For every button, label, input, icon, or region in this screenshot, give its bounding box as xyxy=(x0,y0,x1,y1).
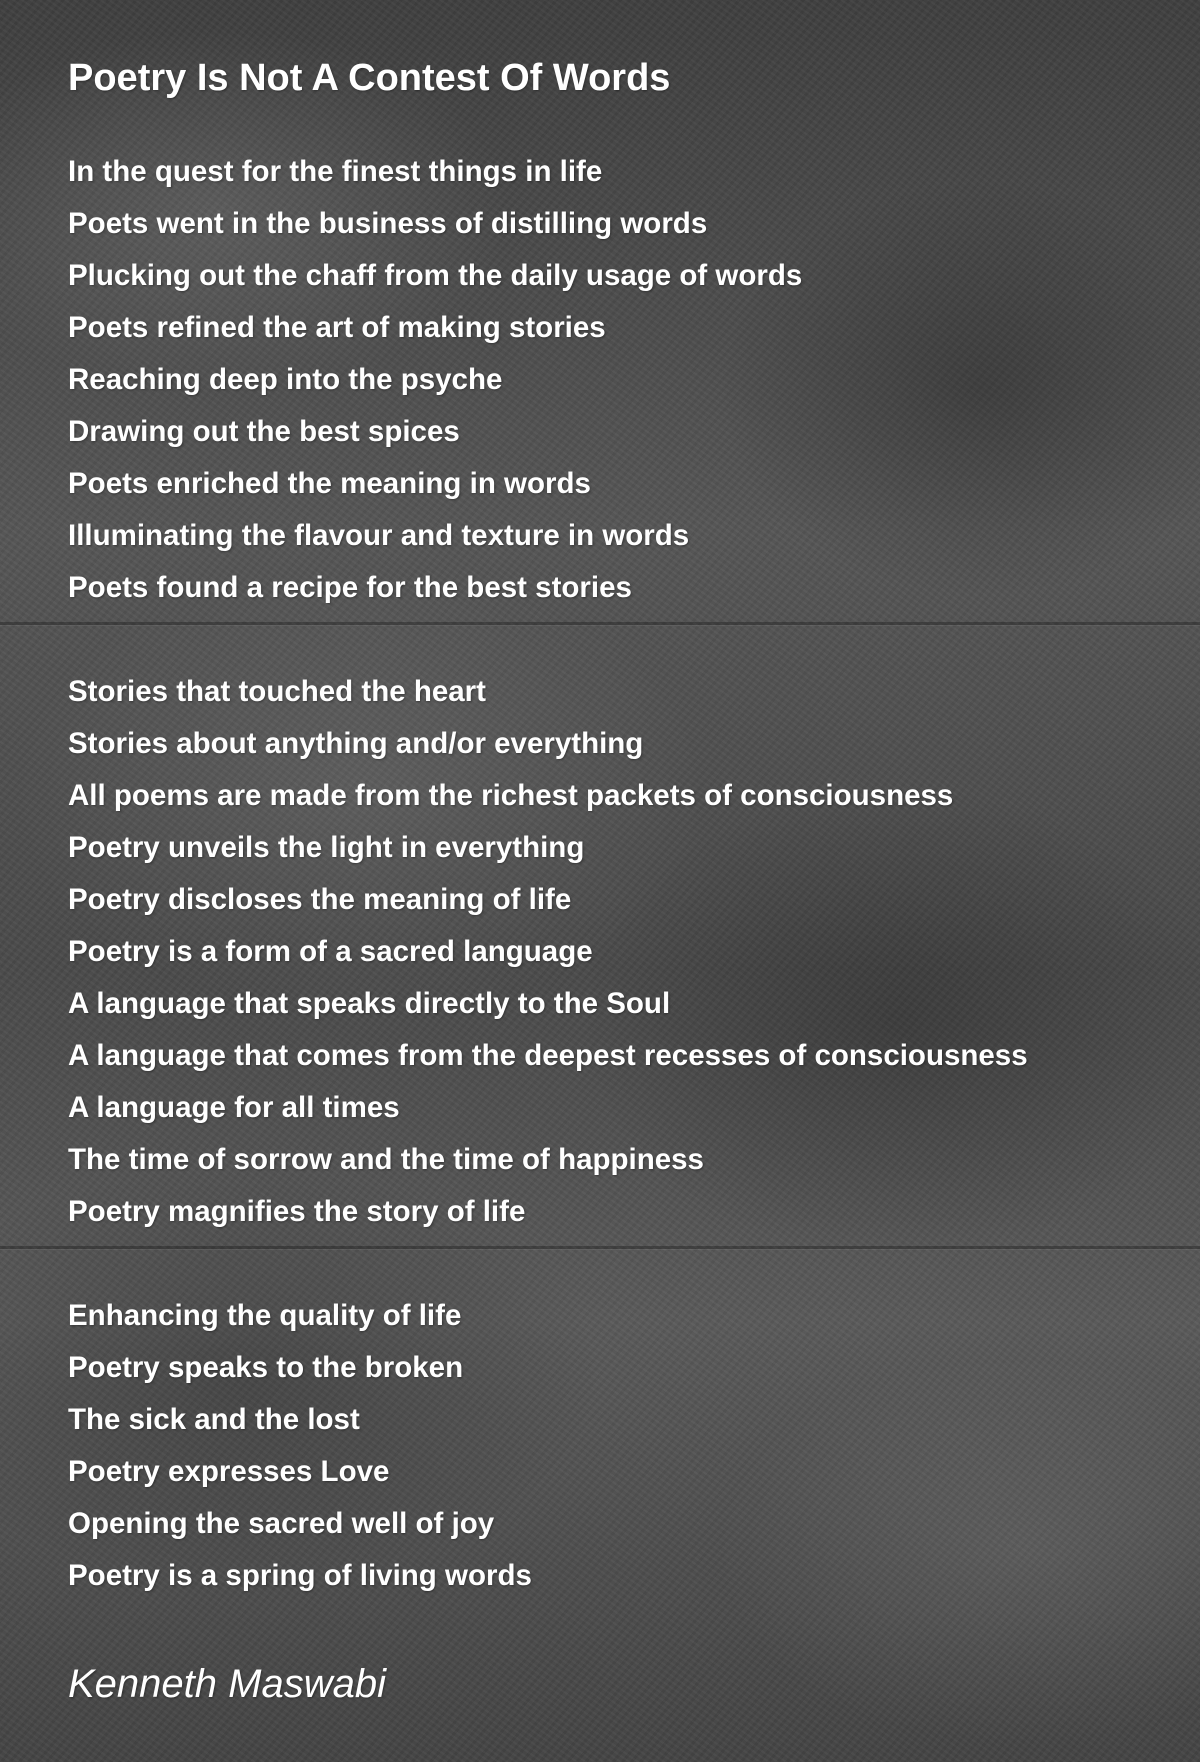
poem-line: Opening the sacred well of joy xyxy=(68,1507,495,1540)
poem-line: Poets refined the art of making stories xyxy=(68,311,606,344)
poem-line: All poems are made from the richest packets of consciousness xyxy=(68,779,954,812)
poem-line: Reaching deep into the psyche xyxy=(68,363,503,396)
poem-line: Poetry expresses Love xyxy=(68,1455,390,1488)
poem-line: Poetry is a spring of living words xyxy=(68,1559,532,1592)
poem-line: A language that speaks directly to the Soul xyxy=(68,987,671,1020)
poem-line: The time of sorrow and the time of happiness xyxy=(68,1143,704,1176)
poem-line: Stories that touched the heart xyxy=(68,675,486,708)
poem-line: Illuminating the flavour and texture in words xyxy=(68,519,690,552)
poem-line: Poets enriched the meaning in words xyxy=(68,467,591,500)
poem-line: Poets found a recipe for the best stories xyxy=(68,571,632,604)
poem-line: Poetry magnifies the story of life xyxy=(68,1195,526,1228)
poem-line: The sick and the lost xyxy=(68,1403,360,1436)
poem-line: Enhancing the quality of life xyxy=(68,1299,462,1332)
stanza-2 xyxy=(68,666,1168,1238)
poem-line: In the quest for the finest things in life xyxy=(68,155,603,188)
poem-line: Poetry speaks to the broken xyxy=(68,1351,464,1384)
poem-line: Poets went in the business of distilling words xyxy=(68,207,708,240)
poem-line: Plucking out the chaff from the daily usage of words xyxy=(68,259,803,292)
stanza-1 xyxy=(68,146,1168,614)
poem-line: Poetry is a form of a sacred language xyxy=(68,935,593,968)
poem-title: Poetry Is Not A Contest Of Words xyxy=(68,57,671,99)
poem-line: Poetry discloses the meaning of life xyxy=(68,883,572,916)
poem-author: Kenneth Maswabi xyxy=(68,1662,386,1706)
poem-line: Stories about anything and/or everything xyxy=(68,727,644,760)
poem-line: A language for all times xyxy=(68,1091,400,1124)
poem-line: Drawing out the best spices xyxy=(68,415,460,448)
poem-line: A language that comes from the deepest recesses of consciousness xyxy=(68,1039,1028,1072)
stanza-3 xyxy=(68,1290,1168,1602)
poem-content xyxy=(68,48,1168,1714)
poem-line: Poetry unveils the light in everything xyxy=(68,831,585,864)
